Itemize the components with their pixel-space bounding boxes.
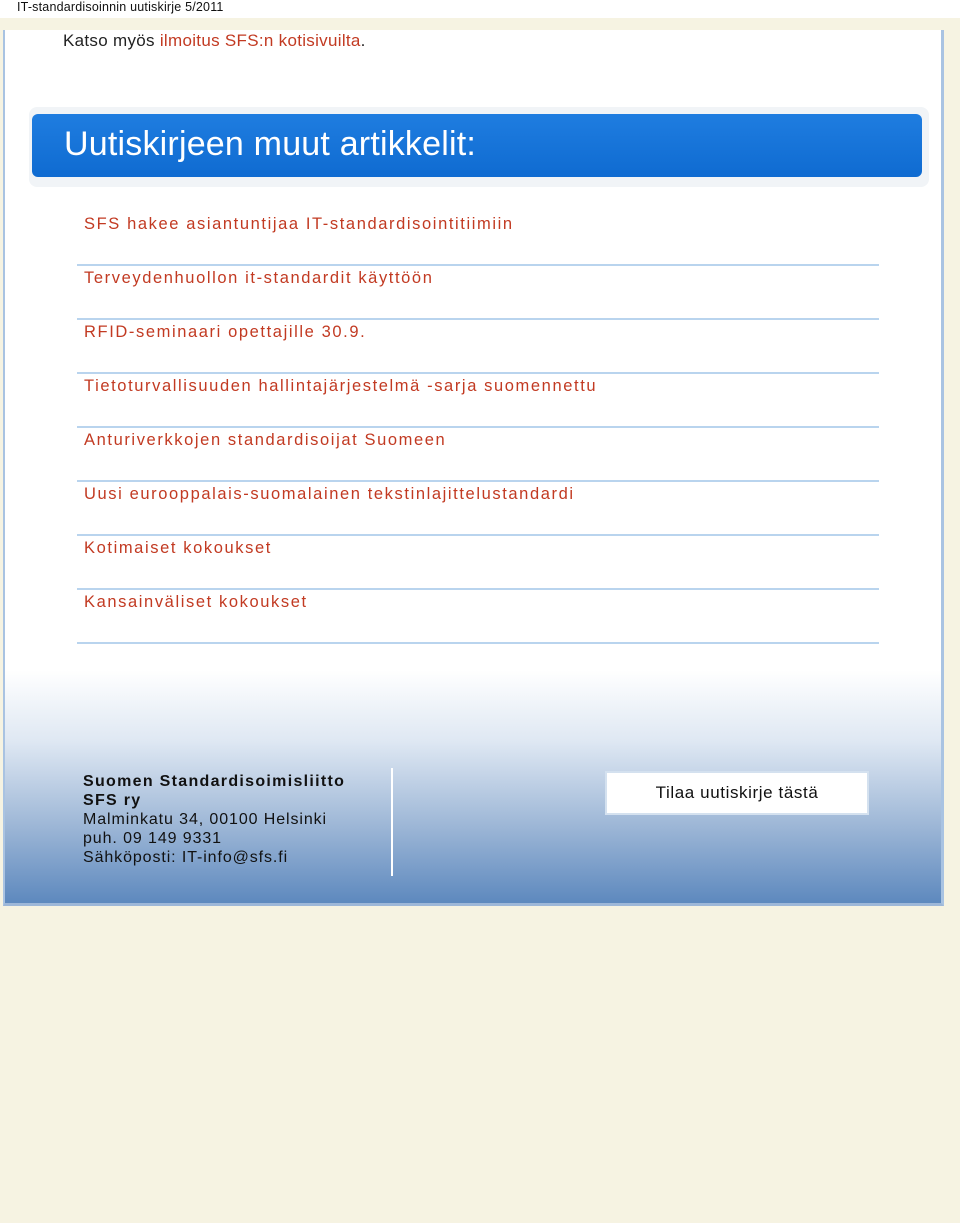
article-link[interactable]: Terveydenhuollon it-standardit käyttöön <box>84 269 434 287</box>
section-banner <box>29 107 929 187</box>
list-item <box>77 482 879 536</box>
list-item <box>77 536 879 590</box>
top-bar <box>0 0 960 18</box>
footer-divider <box>391 768 393 876</box>
subscribe-button[interactable]: Tilaa uutiskirje tästä <box>605 771 869 815</box>
article-link[interactable]: Anturiverkkojen standardisoijat Suomeen <box>84 431 447 449</box>
section-title: Uutiskirjeen muut artikkelit: <box>64 125 477 163</box>
list-item <box>77 590 879 644</box>
list-item <box>77 374 879 428</box>
email-address: Sähköposti: IT-info@sfs.fi <box>83 849 289 866</box>
see-also-suffix: . <box>360 31 366 50</box>
list-item <box>77 212 879 266</box>
article-link[interactable]: Kotimaiset kokoukset <box>84 539 272 557</box>
article-link[interactable]: Uusi eurooppalais-suomalainen tekstinlajittelustandardi <box>84 485 575 503</box>
homepage-announcement-link[interactable]: ilmoitus SFS:n kotisivuilta <box>159 31 361 50</box>
article-link[interactable]: RFID-seminaari opettajille 30.9. <box>84 323 367 341</box>
see-also-prefix: Katso myös <box>63 31 160 50</box>
see-also-line <box>63 31 366 51</box>
list-item <box>77 320 879 374</box>
org-name: Suomen Standardisoimisliitto <box>83 773 346 790</box>
article-link[interactable]: Tietoturvallisuuden hallintajärjestelmä -sarja suomennettu <box>84 377 598 395</box>
phone-number: puh. 09 149 9331 <box>83 830 222 847</box>
contact-block <box>83 772 345 867</box>
footer <box>5 670 944 906</box>
org-short-name: SFS ry <box>83 792 142 809</box>
list-item <box>77 428 879 482</box>
article-link[interactable]: SFS hakee asiantuntijaa IT-standardisointitiimiin <box>84 215 514 233</box>
article-list <box>77 212 879 644</box>
article-link[interactable]: Kansainväliset kokoukset <box>84 593 308 611</box>
newsletter-frame <box>3 30 944 906</box>
list-item <box>77 266 879 320</box>
street-address: Malminkatu 34, 00100 Helsinki <box>83 811 327 828</box>
document-title: IT-standardisoinnin uutiskirje 5/2011 <box>17 0 224 14</box>
section-banner-fill <box>32 114 922 177</box>
